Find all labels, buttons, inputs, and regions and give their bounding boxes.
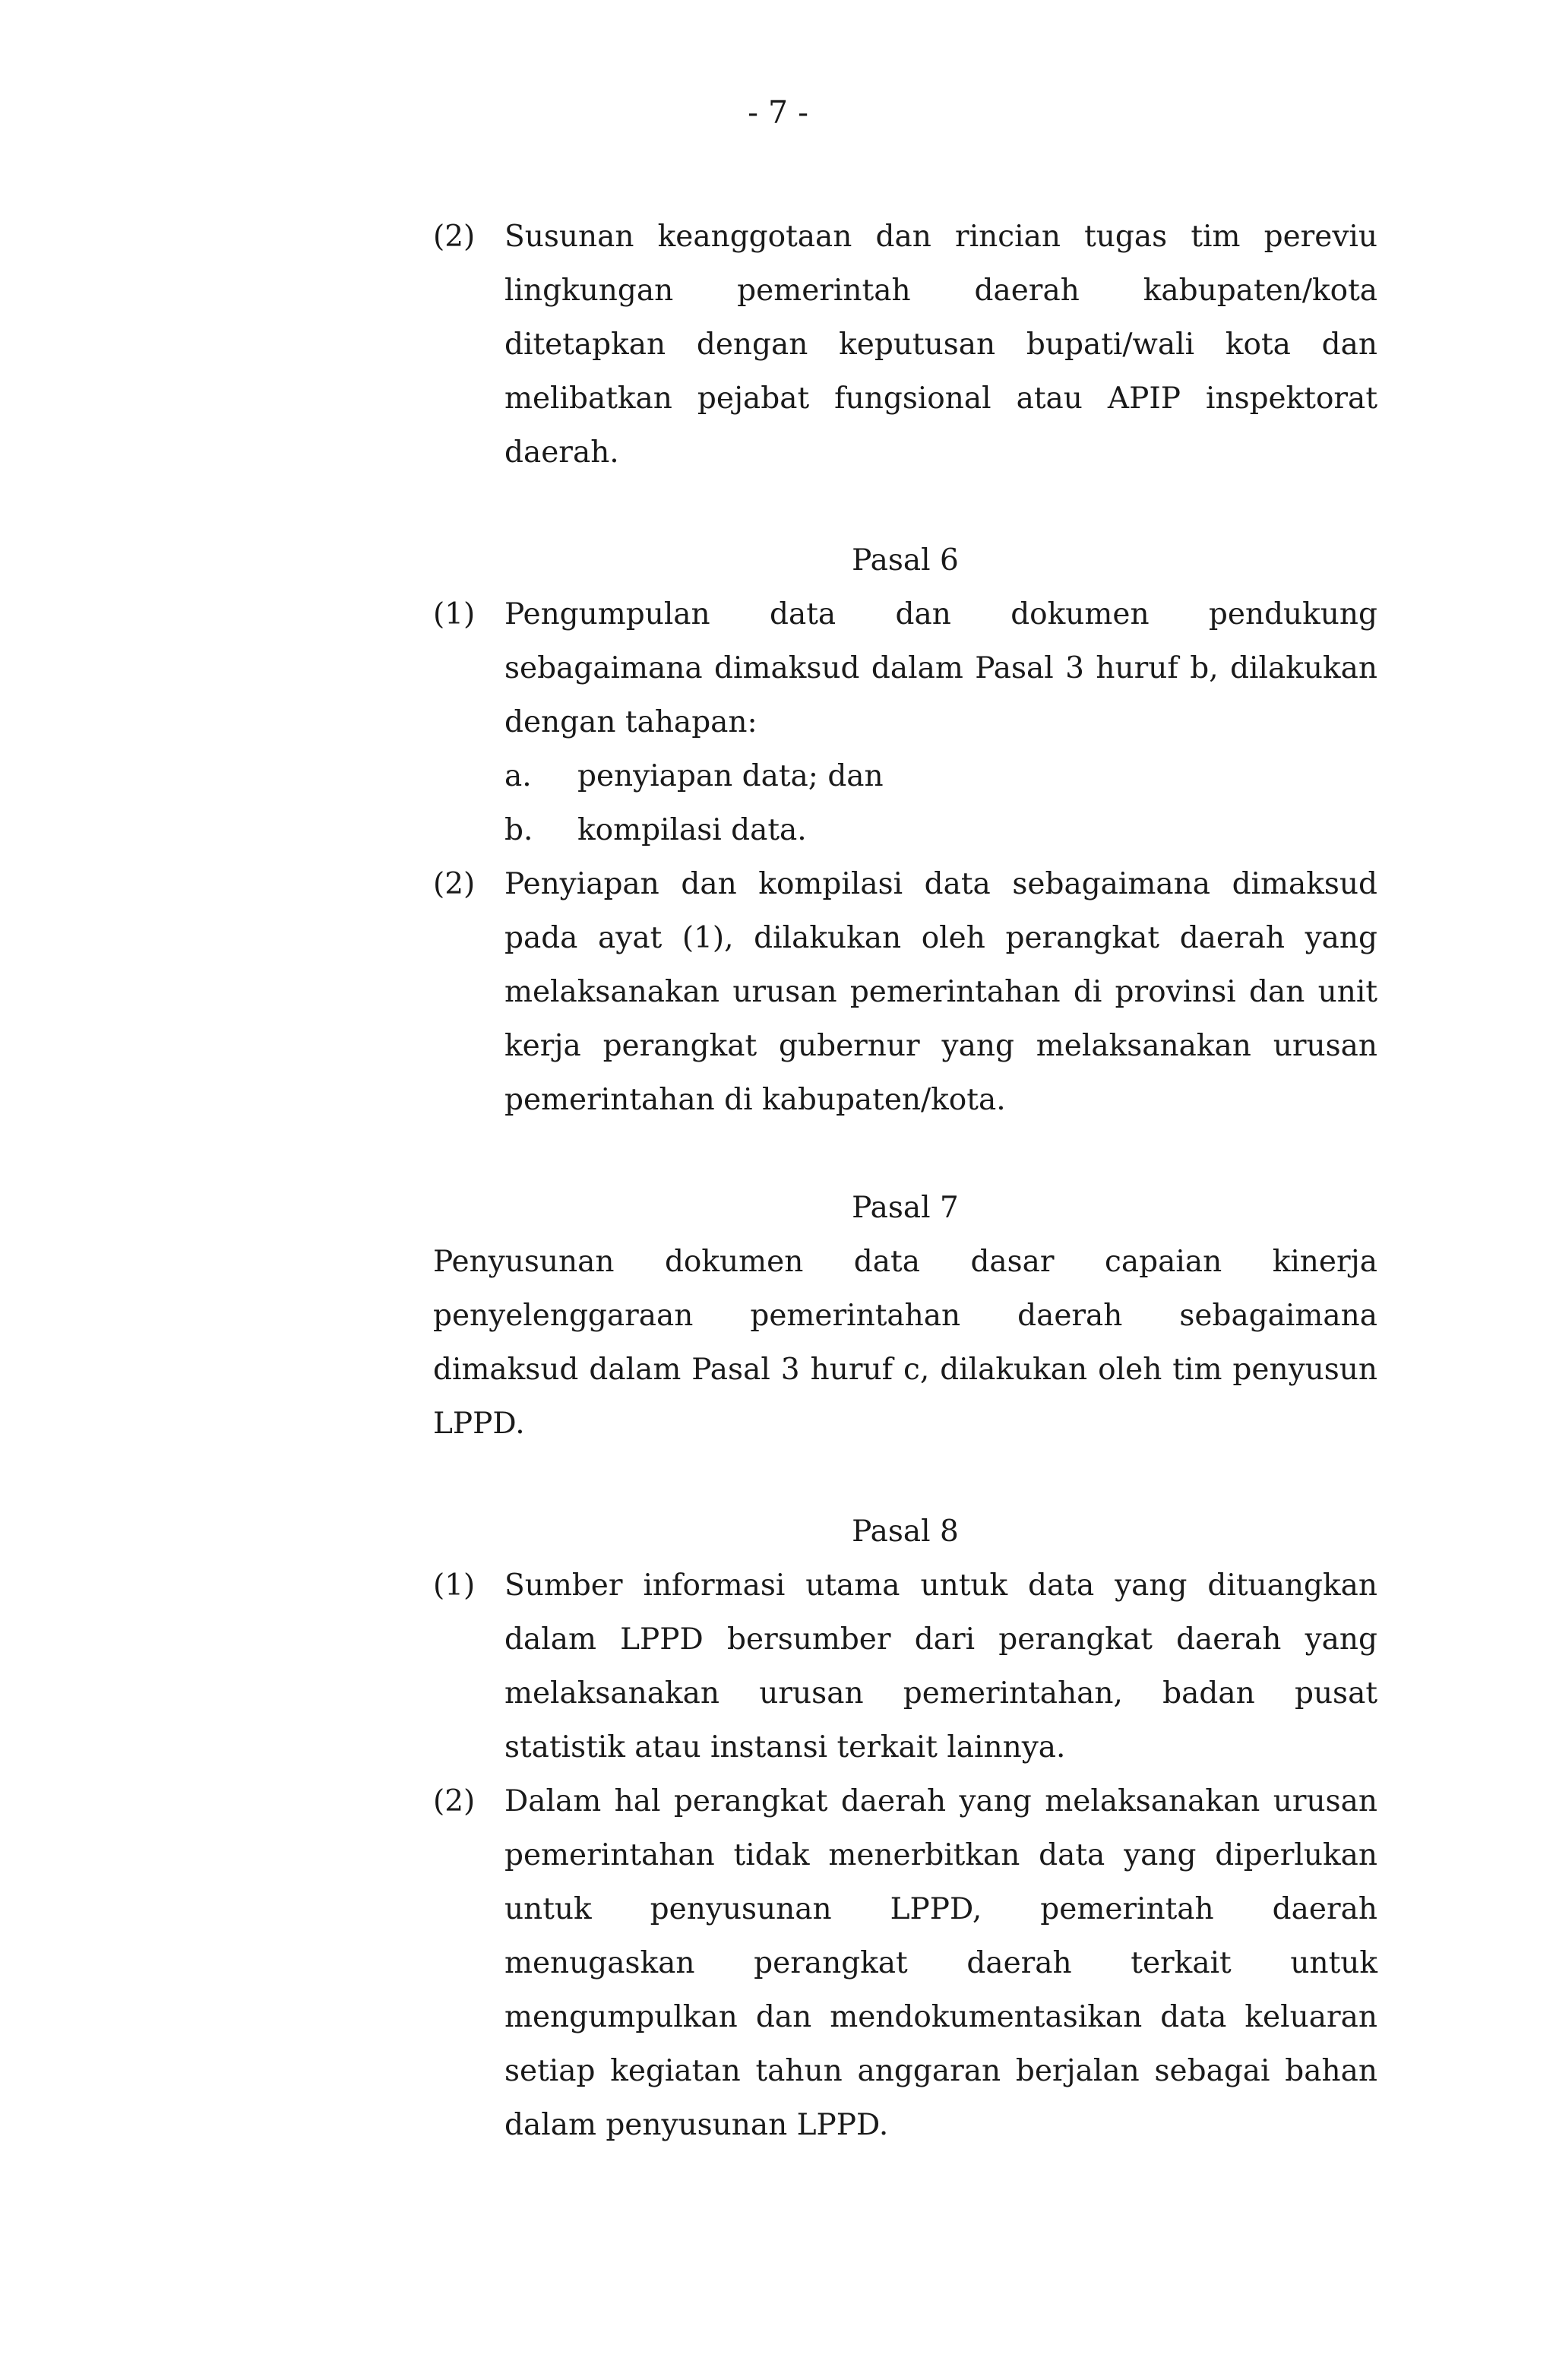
pasal-6-heading: Pasal 6 bbox=[852, 543, 959, 578]
sub-item-b bbox=[504, 803, 1377, 857]
ayat-text: Penyiapan dan kompilasi data sebagaimana dimaksud pada ayat (1), dilakukan oleh perangkat daerah yang melaksanakan urusan pemerintahan di provinsi dan unit kerja perangkat gubernur yang melaksanakan urusan pemerintahan di kabupaten/kota. bbox=[504, 867, 1377, 1117]
sub-item-text: penyiapan data; dan bbox=[577, 759, 884, 793]
document-body bbox=[433, 210, 1377, 2152]
pasal-8-ayat-1 bbox=[433, 1559, 1377, 1774]
pasal-5-ayat-2 bbox=[433, 210, 1377, 479]
ayat-number: (2) bbox=[433, 220, 476, 254]
ayat-text: Pengumpulan data dan dokumen pendukung sebagaimana dimaksud dalam Pasal 3 huruf b, dilakukan dengan tahapan: bbox=[504, 597, 1377, 739]
pasal-7-text: Penyusunan dokumen data dasar capaian kinerja penyelenggaraan pemerintahan daerah sebagaimana dimaksud dalam Pasal 3 huruf c, dilakukan oleh tim penyusun LPPD. bbox=[433, 1245, 1377, 1441]
sub-item-text: kompilasi data. bbox=[577, 813, 807, 847]
page-number: - 7 - bbox=[748, 94, 808, 131]
sub-item-letter: a. bbox=[504, 759, 532, 793]
ayat-number: (1) bbox=[433, 597, 476, 631]
pasal-8-heading: Pasal 8 bbox=[852, 1514, 959, 1549]
ayat-body bbox=[504, 587, 1377, 857]
ayat-text: Susunan keanggotaan dan rincian tugas tim pereviu lingkungan pemerintah daerah kabupaten/kota ditetapkan dengan keputusan bupati/wali kota dan melibatkan pejabat fungsional atau APIP inspektorat daerah. bbox=[504, 220, 1377, 470]
ayat-text: Dalam hal perangkat daerah yang melaksanakan urusan pemerintahan tidak menerbitkan data yang diperlukan untuk penyusunan LPPD, pemerintah daerah menugaskan perangkat daerah terkait untuk mengumpulkan dan mendokumentasikan data keluaran setiap kegiatan tahun anggaran berjalan sebagai bahan dalam penyusunan LPPD. bbox=[504, 1784, 1377, 2142]
ayat-number: (2) bbox=[433, 867, 476, 901]
pasal-6-ayat-2 bbox=[433, 857, 1377, 1127]
pasal-6-ayat-1 bbox=[433, 587, 1377, 857]
ayat-number: (2) bbox=[433, 1784, 476, 1818]
sub-item-letter: b. bbox=[504, 813, 533, 847]
ayat-number: (1) bbox=[433, 1568, 476, 1603]
sub-item-a bbox=[504, 749, 1377, 803]
pasal-7-heading: Pasal 7 bbox=[852, 1191, 959, 1225]
pasal-8-ayat-2 bbox=[433, 1774, 1377, 2152]
ayat-text: Sumber informasi utama untuk data yang dituangkan dalam LPPD bersumber dari perangkat daerah yang melaksanakan urusan pemerintahan, badan pusat statistik atau instansi terkait lainnya. bbox=[504, 1568, 1377, 1764]
